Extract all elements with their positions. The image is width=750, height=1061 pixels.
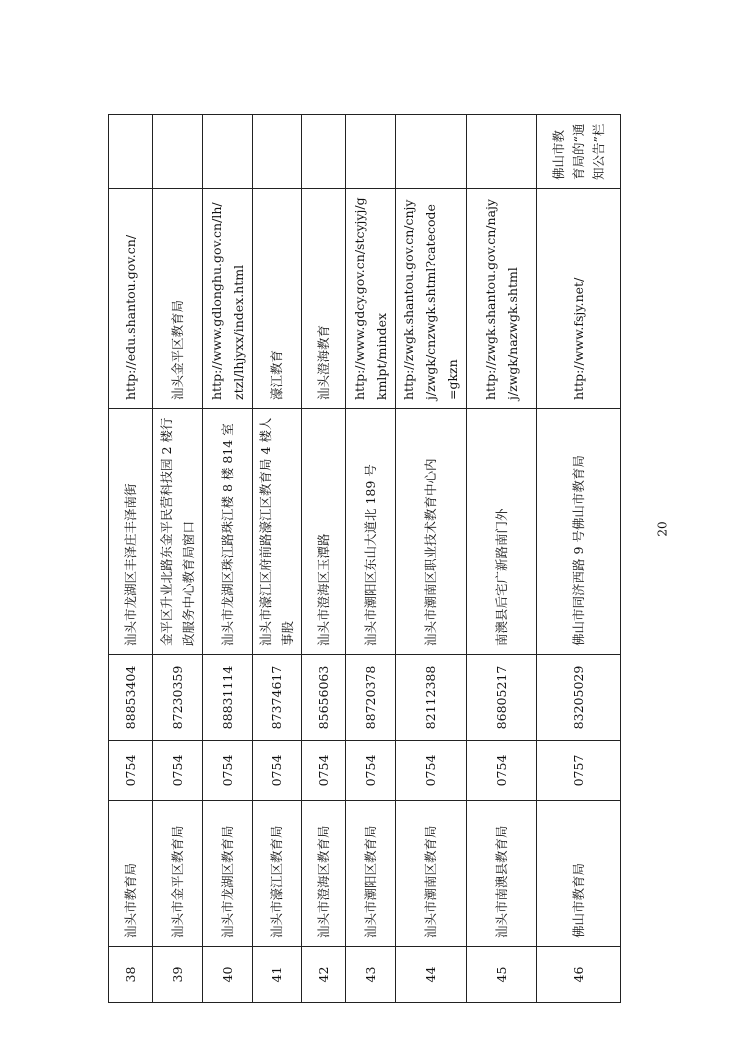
bureau-name: 汕头市龙湖区教育局 — [203, 801, 253, 947]
website[interactable]: http://edu.shantou.gov.cn/ — [109, 189, 153, 409]
table-row — [153, 115, 203, 1003]
phone-number: 85656063 — [302, 655, 346, 741]
website[interactable]: http://www.gdlonghu.gov.cn/lh/ztzl/lhjyxx/index.html — [203, 189, 253, 409]
row-number: 39 — [153, 947, 203, 1003]
bureau-name: 汕头市南澳县教育局 — [467, 801, 537, 947]
address: 汕头市澄海区玉潭路 — [302, 409, 346, 655]
note — [396, 115, 467, 189]
phone-number: 82112388 — [396, 655, 467, 741]
address: 金平区升业北路东金平民营科技园 2 楼行政服务中心教育局窗口 — [153, 409, 203, 655]
table-row — [537, 115, 621, 1003]
row-number: 43 — [346, 947, 396, 1003]
row-number: 45 — [467, 947, 537, 1003]
website[interactable]: 汕头澄海教育 — [302, 189, 346, 409]
area-code: 0754 — [253, 741, 302, 801]
table-row — [396, 115, 467, 1003]
website[interactable]: http://zwgk.shantou.gov.cn/najyj/zwgk/nazwgk.shtml — [467, 189, 537, 409]
address: 佛山市同济西路 9 号佛山市教育局 — [537, 409, 621, 655]
note — [203, 115, 253, 189]
website[interactable]: 濠江教育 — [253, 189, 302, 409]
note — [346, 115, 396, 189]
address: 汕头市潮阳区东山大道北 189 号 — [346, 409, 396, 655]
row-number: 44 — [396, 947, 467, 1003]
area-code: 0754 — [153, 741, 203, 801]
area-code: 0754 — [109, 741, 153, 801]
address: 汕头市龙湖区丰泽庄丰泽南街 — [109, 409, 153, 655]
row-number: 40 — [203, 947, 253, 1003]
area-code: 0754 — [203, 741, 253, 801]
note — [302, 115, 346, 189]
table-row — [302, 115, 346, 1003]
note — [253, 115, 302, 189]
row-number: 42 — [302, 947, 346, 1003]
note — [153, 115, 203, 189]
phone-number: 87374617 — [253, 655, 302, 741]
area-code: 0757 — [537, 741, 621, 801]
row-number: 41 — [253, 947, 302, 1003]
table-row — [109, 115, 153, 1003]
website[interactable]: 汕头金平区教育局 — [153, 189, 203, 409]
note: 佛山市教育局的“通知公告”栏 — [537, 115, 621, 189]
area-code: 0754 — [396, 741, 467, 801]
row-number: 38 — [109, 947, 153, 1003]
bureau-name: 汕头市金平区教育局 — [153, 801, 203, 947]
education-bureau-table — [108, 114, 621, 1003]
table-row — [346, 115, 396, 1003]
bureau-name: 佛山市教育局 — [537, 801, 621, 947]
bureau-name: 汕头市潮阳区教育局 — [346, 801, 396, 947]
phone-number: 88831114 — [203, 655, 253, 741]
area-code: 0754 — [302, 741, 346, 801]
website[interactable]: http://www.fsjy.net/ — [537, 189, 621, 409]
bureau-name: 汕头市澄海区教育局 — [302, 801, 346, 947]
phone-number: 87230359 — [153, 655, 203, 741]
table-row — [253, 115, 302, 1003]
row-number: 46 — [537, 947, 621, 1003]
rotated-table-wrapper — [108, 115, 612, 1003]
address: 南澳县后宅广新路南门外 — [467, 409, 537, 655]
phone-number: 86805217 — [467, 655, 537, 741]
bureau-name: 汕头市潮南区教育局 — [396, 801, 467, 947]
address: 汕头市龙湖区珠江路珠江楼 8 楼 814 室 — [203, 409, 253, 655]
address: 汕头市潮南区职业技术教育中心内 — [396, 409, 467, 655]
phone-number: 88720378 — [346, 655, 396, 741]
phone-number: 83205029 — [537, 655, 621, 741]
phone-number: 88853404 — [109, 655, 153, 741]
table-row — [203, 115, 253, 1003]
table-row — [467, 115, 537, 1003]
website[interactable]: http://www.gdcy.gov.cn/stcyjyj/gkmlpt/mindex — [346, 189, 396, 409]
note — [467, 115, 537, 189]
page-number: 20 — [655, 521, 670, 537]
bureau-name: 汕头市濠江区教育局 — [253, 801, 302, 947]
area-code: 0754 — [467, 741, 537, 801]
note — [109, 115, 153, 189]
bureau-name: 汕头市教育局 — [109, 801, 153, 947]
area-code: 0754 — [346, 741, 396, 801]
address: 汕头市濠江区府前路濠江区教育局 4 楼人事股 — [253, 409, 302, 655]
website[interactable]: http://zwgk.shantou.gov.cn/cnjyj/zwgk/cnzwgk.shtml?catecode=gkzn — [396, 189, 467, 409]
